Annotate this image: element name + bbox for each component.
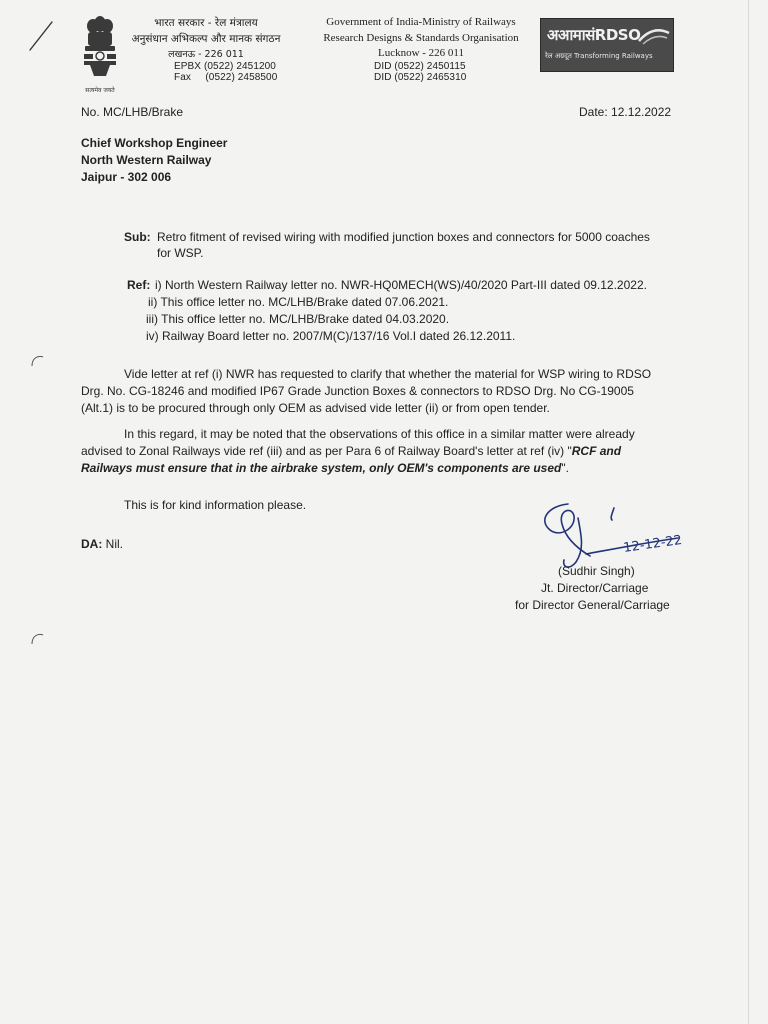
reference-item: iv) Railway Board letter no. 2007/M(C)/137/16 Vol.I dated 26.12.2011. bbox=[146, 329, 516, 343]
paragraph-1-line: (Alt.1) is to be procured through only OEM as advised vide letter (ii) or from open tender. bbox=[81, 401, 550, 415]
org-name-line: Research Designs & Standards Organisation bbox=[323, 32, 519, 44]
did-number-2: DID (0522) 2465310 bbox=[374, 72, 467, 83]
subject-label: Sub: bbox=[124, 230, 151, 244]
paragraph-2-line bbox=[81, 461, 569, 475]
enclosure-value: Nil. bbox=[105, 537, 124, 551]
punch-hole-mark bbox=[30, 354, 44, 368]
enclosure-label: DA: bbox=[81, 537, 103, 551]
signatory-name: (Sudhir Singh) bbox=[558, 564, 635, 578]
epbx-number: EPBX (0522) 2451200 bbox=[174, 61, 276, 72]
pen-stroke-mark bbox=[26, 20, 56, 52]
signature-date: 12-12-22 bbox=[622, 532, 683, 556]
letter-date: Date: 12.12.2022 bbox=[579, 105, 672, 119]
addressee-line-3: Jaipur - 302 006 bbox=[81, 170, 172, 184]
reference-item: ii) This office letter no. MC/LHB/Brake dated 07.06.2021. bbox=[148, 295, 449, 309]
addressee-line-1: Chief Workshop Engineer bbox=[81, 136, 228, 150]
paragraph-2-line bbox=[81, 444, 621, 458]
org-ministry-line: Government of India-Ministry of Railways bbox=[326, 16, 516, 28]
paragraph-2-emphasis: RCF and bbox=[571, 444, 622, 458]
enclosure-line bbox=[81, 537, 123, 551]
closing-line: This is for kind information please. bbox=[124, 498, 307, 512]
org-city-line: Lucknow - 226 011 bbox=[377, 47, 465, 59]
paragraph-2-text: advised to Zonal Railways vide ref (iii) and as per Para 6 of Railway Board's letter at ref (iv) " bbox=[81, 444, 572, 458]
subject-line-1: Retro fitment of revised wiring with modified junction boxes and connectors for 5000 coaches bbox=[157, 230, 650, 244]
paragraph-1-line: Drg. No. CG-18246 and modified IP67 Grade Junction Boxes & connectors to RDSO Drg. No CG-19005 bbox=[81, 384, 634, 398]
paragraph-2-emphasis: Railways must ensure that in the airbrake system, only OEM's components are used bbox=[81, 461, 562, 475]
paragraph-2-line: In this regard, it may be noted that the observations of this office in a similar matter were already bbox=[124, 427, 635, 441]
emblem-motto: सत्यमेव जयते bbox=[85, 87, 115, 94]
signatory-designation: Jt. Director/Carriage bbox=[541, 581, 649, 595]
signatory-on-behalf: for Director General/Carriage bbox=[515, 598, 670, 612]
paragraph-2-text: ". bbox=[561, 461, 569, 475]
did-number-1: DID (0522) 2450115 bbox=[374, 61, 466, 72]
reference-item: iii) This office letter no. MC/LHB/Brake dated 04.03.2020. bbox=[146, 312, 450, 326]
logo-swoosh-icon bbox=[637, 27, 671, 47]
letter-reference-number: No. MC/LHB/Brake bbox=[81, 105, 184, 119]
hindi-ministry-line: भारत सरकार - रेल मंत्रालय bbox=[154, 17, 258, 29]
paragraph-1-line: Vide letter at ref (i) NWR has requested to clarify that whether the material for WSP wiring to RDSO bbox=[124, 367, 652, 381]
reference-label: Ref: bbox=[127, 278, 151, 292]
hindi-org-line: अनुसंधान अभिकल्प और मानक संगठन bbox=[131, 33, 281, 45]
subject-line-2: for WSP. bbox=[157, 246, 204, 260]
reference-item: i) North Western Railway letter no. NWR-HQ0MECH(WS)/40/2020 Part-III dated 09.12.2022. bbox=[155, 278, 647, 292]
punch-hole-mark bbox=[30, 632, 44, 646]
addressee-line-2: North Western Railway bbox=[81, 153, 212, 167]
hindi-city-line: लखनऊ - 226 011 bbox=[168, 49, 244, 60]
fax-number: Fax (0522) 2458500 bbox=[174, 72, 278, 83]
page-edge-line bbox=[748, 0, 749, 1024]
rdso-logo-text: अआमासंRDSO bbox=[547, 26, 641, 44]
rdso-logo bbox=[540, 18, 674, 72]
rdso-logo-tagline: रेल अग्रदूत Transforming Railways bbox=[545, 52, 653, 60]
